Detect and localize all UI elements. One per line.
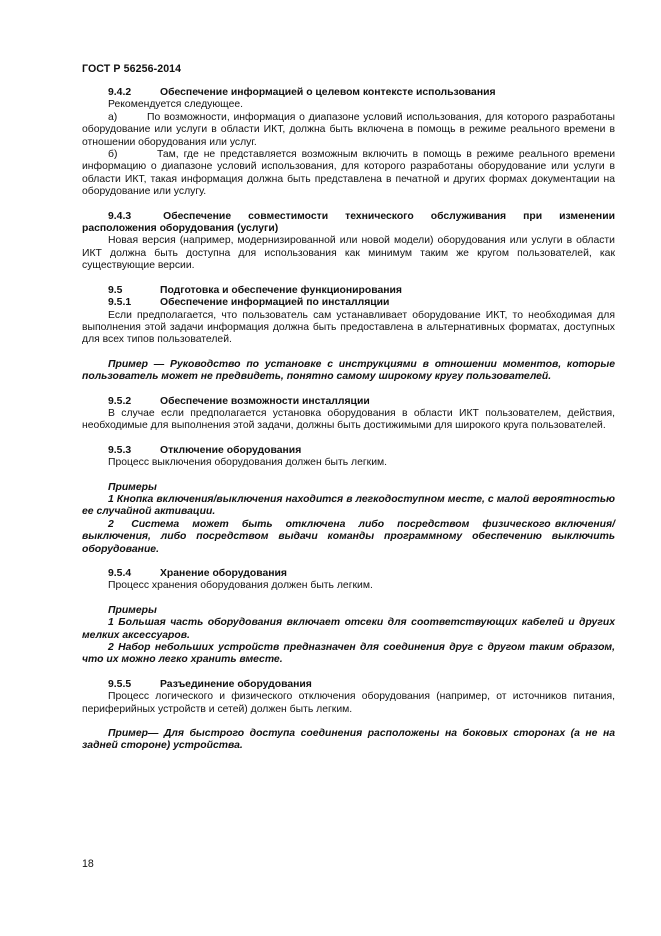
section-title: Отключение оборудования — [160, 444, 302, 456]
section-heading-9-5 — [82, 285, 615, 297]
example-item-2: 2 Система может быть отключена либо посредством физического включения/выключения, либо посредством выдачи команды программному обеспечению выключить оборудование. — [82, 518, 615, 555]
examples-label: Примеры — [108, 481, 157, 493]
paragraph: В случае если предполагается установка оборудования в области ИКТ пользователем, действия, необходимые для выполнения этой задачи, должны быть достижимыми для широкого круга пользователей. — [82, 407, 615, 432]
section-number: 9.5.2 — [108, 395, 132, 407]
section-number: 9.5.1 — [108, 297, 132, 309]
section-heading-9-5-1 — [82, 297, 615, 309]
paragraph: Если предполагается, что пользователь сам устанавливает оборудование ИКТ, то необходимая для выполнения этой задачи информация должна быть предоставлена в альтернативных форматах, доступных для всех типов пользователей. — [82, 309, 615, 346]
section-heading-9-5-5 — [82, 679, 615, 691]
section-title: Обеспечение информацией о целевом контексте использования — [160, 87, 496, 98]
page-content — [82, 87, 615, 753]
example-note: Пример— Для быстрого доступа соединения расположены на боковых сторонах (а не на задней стороне) устройства. — [82, 728, 615, 752]
paragraph: Процесс выключения оборудования должен быть легким. — [108, 457, 388, 469]
paragraph-item-a: а) По возможности, информация о диапазоне условий использования, для которого разработаны оборудование или услуги в области ИКТ, должна быть включена в помощь в режиме реального времени в отношении оборудования или услуг. — [82, 111, 615, 148]
section-heading-9-5-3 — [82, 445, 615, 457]
document-header: ГОСТ Р 56256-2014 — [82, 63, 182, 75]
example-item-1: 1 Большая часть оборудования включает отсеки для соответствующих кабелей и других мелких аксессуаров. — [82, 617, 615, 641]
section-heading-9-5-4 — [82, 568, 615, 580]
examples-label: Примеры — [108, 604, 157, 616]
page-number: 18 — [82, 858, 94, 870]
example-note: Пример — Руководство по установке с инструкциями в отношении моментов, которые пользователь может не предвидеть, понятно самому широкому кругу пользователей. — [82, 358, 615, 383]
example-item-1: 1 Кнопка включения/выключения находится в легкодоступном месте, с малой вероятностью ее случайной активации. — [82, 493, 615, 518]
paragraph: Процесс хранения оборудования должен быть легким. — [108, 580, 373, 592]
paragraph: Новая версия (например, модернизированной или новой модели) оборудования или услуги в области ИКТ должна быть доступна для использования как минимум таким же кругом пользователей, как существующие версии. — [82, 235, 615, 272]
section-heading-9-4-3 — [82, 211, 615, 236]
paragraph: Рекомендуется следующее. — [108, 99, 244, 111]
section-number: 9.5.3 — [108, 444, 132, 456]
section-heading-9-4-2 — [82, 87, 615, 99]
paragraph-item-b: б) Там, где не представляется возможным включить в помощь в режиме реального времени информацию о диапазоне условий использования, для которого разработаны оборудование или услуги в области ИКТ, такая информация должна быть представлена в печатной и других формах документации на оборудование или услугу. — [82, 149, 615, 198]
section-title: Разъединение оборудования — [160, 678, 312, 690]
section-title: Подготовка и обеспечение функционирования — [160, 284, 402, 296]
section-number: 9.5 — [108, 284, 123, 296]
paragraph: Процесс логического и физического отключения оборудования (например, от источников питания, периферийных устройств и сетей) должен быть легким. — [82, 691, 615, 715]
section-number: 9.4.3 — [108, 210, 132, 222]
section-title: Обеспечение информацией по инсталляции — [160, 297, 390, 309]
section-number: 9.5.5 — [108, 678, 132, 690]
section-heading-9-5-2 — [82, 396, 615, 408]
example-item-2: 2 Набор небольших устройств предназначен для соединения друг с другом таким образом, что их можно легко хранить вместе. — [82, 642, 615, 666]
section-number: 9.4.2 — [108, 87, 132, 98]
section-title: Обеспечение совместимости технического обслуживания при изменении расположения оборудования (услуги) — [82, 210, 615, 235]
section-title: Хранение оборудования — [160, 568, 287, 579]
section-title: Обеспечение возможности инсталляции — [160, 395, 370, 407]
section-number: 9.5.4 — [108, 568, 132, 579]
